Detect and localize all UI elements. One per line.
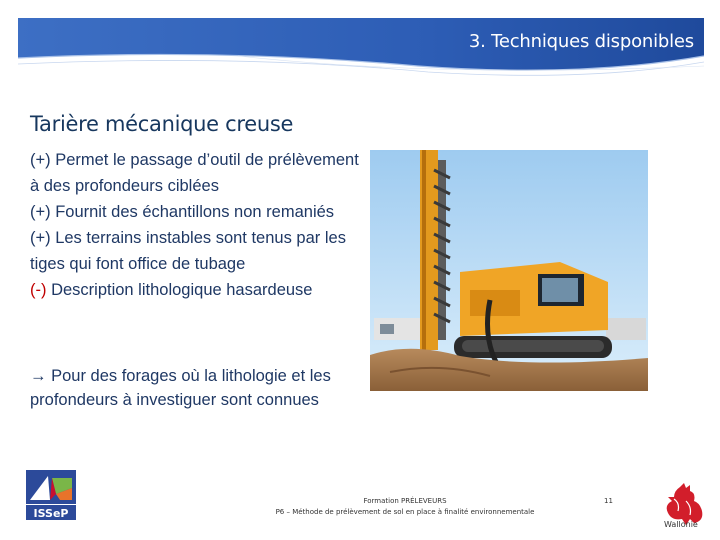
issep-logo bbox=[26, 470, 76, 520]
bullet-text: Les terrains instables sont tenus par les tiges qui font office de tubage bbox=[30, 229, 346, 273]
drilling-rig-photo bbox=[370, 150, 648, 391]
bullet-sign: (+) bbox=[30, 151, 51, 169]
bullet-sign: (+) bbox=[30, 203, 51, 221]
bullet-text: Permet le passage d’outil de prélèvement à des profondeurs ciblées bbox=[30, 151, 359, 195]
list-item bbox=[30, 277, 370, 303]
footer-line-1: Formation PRÉLEVEURS bbox=[363, 497, 447, 505]
footer bbox=[230, 496, 580, 518]
page-number: 11 bbox=[604, 497, 613, 505]
footer-line-2: P6 – Méthode de prélèvement de sol en place à finalité environnementale bbox=[275, 508, 535, 516]
list-item bbox=[30, 147, 370, 199]
bullet-text: Description lithologique hasardeuse bbox=[46, 281, 313, 299]
list-item bbox=[30, 199, 370, 225]
section-title: 3. Techniques disponibles bbox=[468, 31, 694, 52]
bullet-text: Fournit des échantillons non remaniés bbox=[50, 203, 335, 221]
conclusion-text: Pour des forages où la lithologie et les profondeurs à investiguer sont connues bbox=[30, 367, 331, 409]
bullet-sign: (+) bbox=[30, 229, 51, 247]
slide-heading: Tarière mécanique creuse bbox=[30, 112, 294, 136]
wallonie-logo-text: Wallonie bbox=[664, 520, 698, 529]
advantages-list bbox=[30, 147, 370, 303]
bullet-sign-negative: (-) bbox=[30, 281, 47, 299]
conclusion bbox=[30, 364, 350, 412]
issep-logo-text: ISSeP bbox=[33, 507, 69, 520]
list-item bbox=[30, 225, 370, 277]
arrow-icon: → bbox=[30, 367, 47, 385]
